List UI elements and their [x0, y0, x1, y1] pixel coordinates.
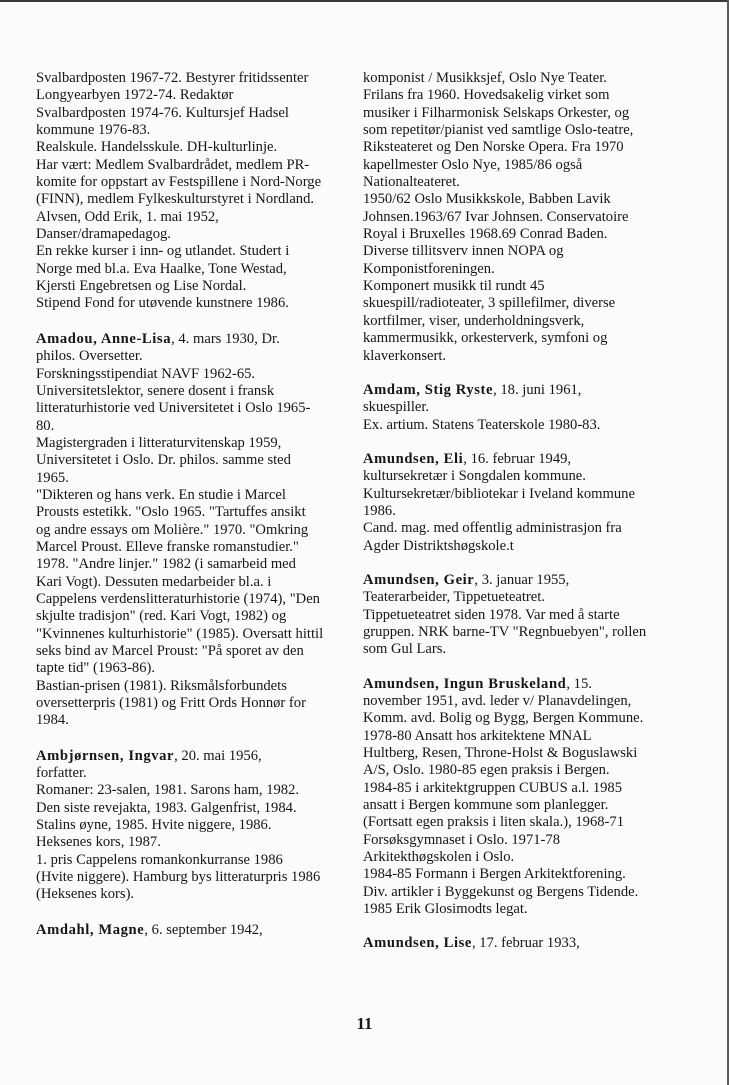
right-column	[363, 70, 673, 953]
entry-line	[36, 278, 336, 295]
entry-text: Frilans fra 1960. Hovedsakelig virket som	[363, 87, 610, 104]
entry-name: Ambjørnsen, Ingvar	[36, 747, 175, 764]
entry-line	[363, 814, 673, 831]
entry-line	[363, 209, 673, 226]
entry-line	[363, 607, 673, 624]
entry-line	[363, 884, 673, 901]
entry-text: 80.	[36, 417, 55, 434]
entry-line	[363, 832, 673, 849]
entry-text: (Heksenes kors).	[36, 886, 135, 903]
entry-line	[36, 539, 336, 556]
entry-line	[363, 641, 673, 658]
entry-text: skuespill/radioteater, 3 spillefilmer, diverse	[363, 295, 616, 312]
entry-text: (Hvite niggere). Hamburg bys litteraturpris 1986	[36, 869, 321, 886]
entry-name: Amdahl, Magne	[36, 921, 145, 938]
entry-text: Cand. mag. med offentlig administrasjon fra	[363, 520, 622, 537]
entry-text: Magistergraden i litteraturvitenskap 1959,	[36, 434, 282, 451]
entry-line	[363, 348, 673, 365]
entry-text: komponist / Musikksjef, Oslo Nye Teater.	[363, 70, 607, 86]
entry-text: Longyearbyen 1972-74. Redaktør	[36, 87, 234, 104]
entry-line	[36, 504, 336, 521]
entry-text: Ex. artium. Statens Teaterskole 1980-83.	[363, 416, 601, 433]
entry-text: Agder Distriktshøgskole.t	[363, 537, 514, 554]
entry-text: 1984-85 i arkitektgruppen CUBUS a.l. 1985	[363, 779, 623, 796]
entry-text: forfatter.	[36, 765, 87, 782]
entry-line	[36, 139, 336, 156]
entry-text: Den siste revejakta, 1983. Galgenfrist, 1984.	[36, 799, 297, 816]
entry-line	[363, 451, 673, 468]
entry-text: seks bind av Marcel Proust: "På sporet av den	[36, 643, 304, 659]
entry-line	[36, 295, 336, 312]
entry-text: A/S, Oslo. 1980-85 egen praksis i Bergen.	[363, 762, 610, 779]
entry-text: kapellmester Oslo Nye, 1985/86 også	[363, 156, 583, 173]
entry-text: Kjersti Engebretsen og Lise Nordal.	[36, 278, 247, 295]
entry-text: Prousts estetikk. "Oslo 1965. "Tartuffes ansikt	[36, 504, 306, 521]
entry-line	[363, 589, 673, 606]
dictionary-entry	[36, 70, 336, 313]
page-number: 11	[356, 1014, 373, 1033]
entry-line	[363, 676, 673, 693]
entry-line	[36, 400, 336, 417]
entry-text: En rekke kurser i inn- og utlandet. Studert i	[36, 243, 290, 260]
entry-text: 1. pris Cappelens romankonkurranse 1986	[36, 851, 283, 868]
entry-text: ansatt i Bergen kommune som planlegger.	[363, 797, 609, 814]
entry-line	[36, 243, 336, 260]
entry-line	[36, 922, 336, 939]
entry-text: komite for oppstart av Festspillene i Nord-Norge	[36, 174, 322, 191]
entry-line	[36, 331, 336, 348]
entry-name: Amundsen, Ingun Bruskeland	[363, 675, 567, 692]
entry-text: litteraturhistorie ved Universitetet i Oslo 1965-	[36, 400, 311, 417]
entry-line	[36, 70, 336, 87]
entry-text: Norge med bl.a. Eva Haalke, Tone Westad,	[36, 260, 287, 277]
entry-text: Stalins øyne, 1985. Hvite niggere, 1986.	[36, 817, 272, 834]
entry-line	[36, 608, 336, 625]
entry-line	[363, 520, 673, 537]
entry-line	[363, 468, 673, 485]
entry-text: 1965.	[36, 469, 69, 486]
entry-line	[363, 295, 673, 312]
entry-line	[36, 834, 336, 851]
entry-line	[36, 174, 336, 191]
entry-line	[36, 765, 336, 782]
entry-text: Cappelens verdenslitteraturhistorie (1974), "Den	[36, 590, 320, 607]
entry-line	[36, 87, 336, 104]
entry-line	[36, 487, 336, 504]
entry-name: Amdam, Stig Ryste	[363, 381, 494, 398]
entry-text: Kultursekretær/bibliotekar i Iveland kommune	[363, 485, 635, 502]
entry-line	[363, 745, 673, 762]
entry-line	[36, 660, 336, 677]
entry-text: , 4. mars 1930, Dr.	[171, 330, 280, 347]
entry-text: , 3. januar 1955,	[474, 571, 570, 588]
entry-text: , 17. februar 1933,	[471, 935, 580, 952]
entry-text: Arkitekthøgskolen i Oslo.	[363, 849, 515, 866]
entry-line	[363, 762, 673, 779]
entry-text: Universitetet i Oslo. Dr. philos. samme sted	[36, 452, 291, 469]
entry-text: Nationalteateret.	[363, 174, 460, 191]
entry-text: "Dikteren og hans verk. En studie i Marcel	[36, 486, 286, 503]
entry-text: Komm. avd. Bolig og Bygg, Bergen Kommune.	[363, 710, 644, 727]
entry-line	[363, 191, 673, 208]
entry-line	[36, 643, 336, 660]
entry-text: Romaner: 23-salen, 1981. Sarons ham, 1982.	[36, 782, 300, 799]
entry-line	[36, 678, 336, 695]
entry-line	[363, 261, 673, 278]
entry-name: Amadou, Anne-Lisa	[36, 330, 172, 347]
entry-line	[36, 817, 336, 834]
entry-line	[363, 572, 673, 589]
entry-text: og andre essays om Molière." 1970. "Omkring	[36, 521, 309, 538]
entry-text: Stipend Fond for utøvende kunstnere 1986.	[36, 295, 289, 312]
entry-text: Riksteateret og Den Norske Opera. Fra 1970	[363, 139, 624, 156]
entry-line	[363, 226, 673, 243]
entry-line	[363, 157, 673, 174]
entry-text: kortfilmer, viser, underholdningsverk,	[363, 312, 585, 329]
entry-line	[363, 693, 673, 710]
entry-line	[363, 330, 673, 347]
entry-line	[36, 261, 336, 278]
entry-line	[36, 712, 336, 729]
entry-text: Komponert musikk til rundt 45	[363, 278, 545, 295]
entry-text: "Kvinnenes kulturhistorie" (1985). Oversatt hittil	[36, 625, 324, 642]
entry-text: Diverse tillitsverv innen NOPA og	[363, 243, 564, 260]
entry-name: Amundsen, Eli	[363, 450, 464, 467]
entry-line	[36, 348, 336, 365]
entry-text: Alvsen, Odd Erik, 1. mai 1952,	[36, 208, 219, 225]
entry-text: (Fortsatt egen praksis i liten skala.), 1968-71	[363, 814, 625, 831]
entry-line	[363, 417, 673, 434]
entry-text: 1984.	[36, 712, 69, 729]
entry-name: Amundsen, Geir	[363, 571, 475, 588]
entry-line	[363, 503, 673, 520]
entry-text: Realskule. Handelsskule. DH-kulturlinje.	[36, 139, 278, 156]
left-column	[36, 70, 336, 939]
entry-text: som Gul Lars.	[363, 641, 447, 658]
entry-line	[363, 797, 673, 814]
entry-text: Svalbardposten 1967-72. Bestyrer fritidssenter	[36, 70, 309, 86]
entry-text: Kari Vogt). Dessuten medarbeider bl.a. i	[36, 573, 272, 590]
entry-text: klaverkonsert.	[363, 347, 447, 364]
entry-text: 1986.	[363, 502, 396, 519]
entry-line	[36, 209, 336, 226]
dictionary-entry	[363, 676, 673, 919]
entry-text: Royal i Bruxelles 1968.69 Conrad Baden.	[363, 226, 608, 243]
entry-text: Hultberg, Resen, Throne-Holst & Boguslawski	[363, 745, 638, 762]
entry-line	[363, 87, 673, 104]
entry-line	[36, 574, 336, 591]
entry-line	[36, 122, 336, 139]
entry-text: kommune 1976-83.	[36, 122, 151, 139]
entry-line	[36, 157, 336, 174]
entry-text: skjulte tradisjon" (red. Kari Vogt, 1982) og	[36, 608, 287, 625]
entry-line	[363, 849, 673, 866]
entry-text: Universitetslektor, senere dosent i fransk	[36, 382, 275, 399]
entry-line	[36, 556, 336, 573]
entry-line	[36, 852, 336, 869]
entry-text: , 16. februar 1949,	[463, 450, 572, 467]
entry-line	[36, 452, 336, 469]
entry-text: Forskningsstipendiat NAVF 1962-65.	[36, 365, 256, 382]
entry-line	[36, 695, 336, 712]
entry-text: Forsøksgymnaset i Oslo. 1971-78	[363, 831, 561, 848]
entry-text: 1984-85 Formann i Bergen Arkitektforening.	[363, 866, 626, 883]
entry-line	[363, 122, 673, 139]
entry-line	[363, 486, 673, 503]
top-border-line	[0, 0, 729, 2]
entry-text: , 20. mai 1956,	[174, 747, 262, 764]
entry-text: , 18. juni 1961,	[493, 381, 582, 398]
entry-text: Tippetueteatret siden 1978. Var med å starte	[363, 606, 620, 623]
entry-line	[36, 522, 336, 539]
entry-text: philos. Oversetter.	[36, 348, 143, 365]
entry-line	[36, 748, 336, 765]
dictionary-entry	[363, 935, 673, 952]
entry-line	[363, 278, 673, 295]
dictionary-entry	[363, 572, 673, 659]
entry-line	[36, 626, 336, 643]
dictionary-entry	[363, 451, 673, 555]
entry-text: tapte tid" (1963-86).	[36, 660, 156, 677]
entry-line	[36, 191, 336, 208]
entry-line	[363, 624, 673, 641]
entry-line	[36, 869, 336, 886]
entry-line	[363, 866, 673, 883]
entry-text: Heksenes kors, 1987.	[36, 834, 161, 851]
dictionary-entry	[363, 382, 673, 434]
entry-text: Danser/dramapedagog.	[36, 226, 171, 243]
entry-line	[363, 139, 673, 156]
entry-text: 1950/62 Oslo Musikkskole, Babben Lavik	[363, 191, 611, 208]
entry-line	[363, 313, 673, 330]
entry-text: Teaterarbeider, Tippetueteatret.	[363, 589, 545, 606]
entry-text: kammermusikk, orkesterverk, symfoni og	[363, 330, 608, 347]
entry-line	[36, 105, 336, 122]
entry-line	[36, 418, 336, 435]
entry-text: 1978. "Andre linjer." 1982 (i samarbeid med	[36, 556, 296, 573]
entry-name: Amundsen, Lise	[363, 935, 472, 952]
entry-text: Svalbardposten 1974-76. Kultursjef Hadsel	[36, 104, 289, 121]
entry-line	[36, 226, 336, 243]
entry-line	[363, 538, 673, 555]
entry-line	[36, 383, 336, 400]
entry-text: november 1951, avd. leder v/ Planavdelingen,	[363, 693, 632, 709]
entry-line	[36, 435, 336, 452]
entry-line	[36, 782, 336, 799]
dictionary-entry	[36, 748, 336, 904]
entry-text: gruppen. NRK barne-TV "Regnbuebyen", rollen	[363, 623, 647, 640]
dictionary-entry	[36, 922, 336, 939]
entry-line	[363, 243, 673, 260]
entry-line	[363, 780, 673, 797]
entry-text: oversetterpris (1981) og Fritt Ords Honnør for	[36, 695, 306, 712]
entry-line	[363, 935, 673, 952]
entry-text: , 15.	[566, 675, 592, 692]
entry-text: Div. artikler i Byggekunst og Bergens Tidende.	[363, 883, 639, 900]
entry-text: Bastian-prisen (1981). Riksmålsforbundets	[36, 677, 287, 694]
entry-line	[36, 366, 336, 383]
entry-line	[363, 105, 673, 122]
entry-text: Har vært: Medlem Svalbardrådet, medlem PR-	[36, 156, 310, 173]
entry-line	[363, 70, 673, 87]
entry-text: kultursekretær i Songdalen kommune.	[363, 468, 586, 485]
entry-line	[363, 399, 673, 416]
entry-text: 1978-80 Ansatt hos arkitektene MNAL	[363, 727, 592, 744]
entry-line	[36, 470, 336, 487]
entry-text: skuespiller.	[363, 399, 430, 416]
entry-line	[363, 728, 673, 745]
entry-line	[363, 382, 673, 399]
entry-line	[36, 591, 336, 608]
entry-text: Marcel Proust. Elleve franske romanstudier."	[36, 538, 299, 555]
entry-text: som repetitør/pianist ved samtlige Oslo-teatre,	[363, 122, 634, 139]
entry-line	[36, 800, 336, 817]
entry-text: (FINN), medlem Fylkeskulturstyret i Nordland.	[36, 191, 315, 208]
entry-line	[363, 710, 673, 727]
dictionary-entry	[36, 331, 336, 730]
entry-text: musiker i Filharmonisk Selskaps Orkester, og	[363, 104, 630, 121]
dictionary-entry	[363, 70, 673, 365]
entry-line	[363, 901, 673, 918]
entry-text: Johnsen.1963/67 Ivar Johnsen. Conservatoire	[363, 208, 629, 225]
entry-text: Komponistforeningen.	[363, 260, 495, 277]
entry-line	[36, 886, 336, 903]
entry-text: , 6. september 1942,	[144, 921, 263, 938]
entry-line	[363, 174, 673, 191]
entry-text: 1985 Erik Glosimodts legat.	[363, 901, 528, 918]
